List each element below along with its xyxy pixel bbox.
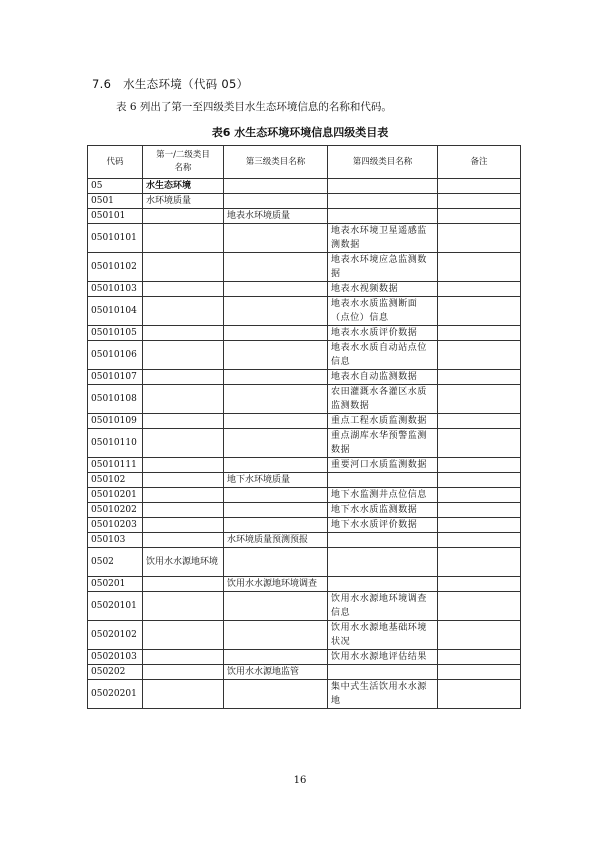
cell-code: 05020103 — [88, 650, 143, 665]
header-level3: 第三级类目名称 — [224, 146, 328, 179]
table-row — [88, 680, 521, 709]
cell-level12 — [143, 253, 224, 282]
cell-code: 05010102 — [88, 253, 143, 282]
table-body — [88, 179, 521, 709]
cell-code: 05010201 — [88, 488, 143, 503]
cell-level4: 重点湖库水华预警监测数据 — [328, 429, 438, 458]
cell-code: 05010111 — [88, 458, 143, 473]
table-row — [88, 503, 521, 518]
cell-note — [438, 253, 521, 282]
cell-level3 — [224, 341, 328, 370]
cell-level12 — [143, 503, 224, 518]
cell-note — [438, 488, 521, 503]
cell-level3 — [224, 621, 328, 650]
section-title: 水生态环境（代码 05） — [123, 77, 249, 91]
cell-level3 — [224, 282, 328, 297]
cell-level3: 饮用水水源地监管 — [224, 665, 328, 680]
cell-level12 — [143, 429, 224, 458]
cell-note — [438, 326, 521, 341]
table-row — [88, 533, 521, 548]
table-row — [88, 370, 521, 385]
cell-level12 — [143, 650, 224, 665]
table-row — [88, 592, 521, 621]
cell-level3 — [224, 194, 328, 209]
cell-level3 — [224, 326, 328, 341]
cell-level12 — [143, 458, 224, 473]
cell-code: 05010109 — [88, 414, 143, 429]
cell-level4: 农田灌溉水各灌区水质监测数据 — [328, 385, 438, 414]
cell-level12 — [143, 282, 224, 297]
table-row — [88, 282, 521, 297]
cell-level12 — [143, 488, 224, 503]
header-level12 — [143, 146, 224, 179]
table-row — [88, 518, 521, 533]
cell-level12 — [143, 473, 224, 488]
cell-level4: 集中式生活饮用水水源地 — [328, 680, 438, 709]
cell-code: 0502 — [88, 548, 143, 577]
cell-level3 — [224, 429, 328, 458]
cell-code: 05010106 — [88, 341, 143, 370]
cell-note — [438, 518, 521, 533]
cell-code: 050201 — [88, 577, 143, 592]
cell-note — [438, 370, 521, 385]
cell-level4: 重点工程水质监测数据 — [328, 414, 438, 429]
table-row — [88, 341, 521, 370]
cell-code: 05010107 — [88, 370, 143, 385]
cell-code: 05020201 — [88, 680, 143, 709]
cell-note — [438, 194, 521, 209]
table-header-row — [88, 146, 521, 179]
cell-level4: 地表水水质监测断面（点位）信息 — [328, 297, 438, 326]
cell-level12 — [143, 341, 224, 370]
cell-code: 0501 — [88, 194, 143, 209]
cell-level4: 饮用水水源地基础环境状况 — [328, 621, 438, 650]
cell-level3 — [224, 548, 328, 577]
cell-level3 — [224, 414, 328, 429]
cell-level12 — [143, 414, 224, 429]
cell-level12 — [143, 326, 224, 341]
cell-level12: 水环境质量 — [143, 194, 224, 209]
cell-level4: 饮用水水源地评估结果 — [328, 650, 438, 665]
cell-level12 — [143, 533, 224, 548]
cell-note — [438, 621, 521, 650]
cell-level12 — [143, 680, 224, 709]
cell-note — [438, 548, 521, 577]
cell-level4: 地下水水质监测数据 — [328, 503, 438, 518]
cell-level12 — [143, 665, 224, 680]
cell-level3 — [224, 224, 328, 253]
section-heading — [92, 76, 248, 92]
cell-level4 — [328, 533, 438, 548]
cell-note — [438, 341, 521, 370]
cell-level12 — [143, 224, 224, 253]
category-table — [87, 145, 521, 709]
cell-code: 05020101 — [88, 592, 143, 621]
cell-level4: 重要河口水质监测数据 — [328, 458, 438, 473]
cell-note — [438, 224, 521, 253]
cell-level4 — [328, 179, 438, 194]
cell-note — [438, 680, 521, 709]
table-row — [88, 194, 521, 209]
cell-level3 — [224, 650, 328, 665]
cell-level12 — [143, 592, 224, 621]
cell-code: 05010105 — [88, 326, 143, 341]
cell-level4 — [328, 548, 438, 577]
cell-note — [438, 665, 521, 680]
cell-note — [438, 592, 521, 621]
table-row — [88, 297, 521, 326]
cell-level4: 地表水水质评价数据 — [328, 326, 438, 341]
cell-level4: 地下水水质评价数据 — [328, 518, 438, 533]
cell-level4: 地表水水质自动站点位信息 — [328, 341, 438, 370]
table-row — [88, 429, 521, 458]
cell-level3 — [224, 458, 328, 473]
cell-note — [438, 473, 521, 488]
header-level12-line2: 名称 — [174, 163, 192, 173]
table-row — [88, 458, 521, 473]
cell-code: 05020102 — [88, 621, 143, 650]
cell-level3 — [224, 297, 328, 326]
table-row — [88, 650, 521, 665]
table-row — [88, 224, 521, 253]
cell-note — [438, 458, 521, 473]
table-row — [88, 253, 521, 282]
cell-level4: 地表水自动监测数据 — [328, 370, 438, 385]
cell-note — [438, 577, 521, 592]
cell-code: 050101 — [88, 209, 143, 224]
cell-level12 — [143, 370, 224, 385]
header-level12-line1: 第一/二级类目 — [156, 150, 210, 160]
cell-level3 — [224, 503, 328, 518]
table-row — [88, 473, 521, 488]
cell-level3: 水环境质量预测预报 — [224, 533, 328, 548]
cell-level4 — [328, 194, 438, 209]
cell-note — [438, 503, 521, 518]
cell-level3: 地表水环境质量 — [224, 209, 328, 224]
table-row — [88, 414, 521, 429]
cell-level3 — [224, 592, 328, 621]
cell-level3 — [224, 370, 328, 385]
cell-note — [438, 429, 521, 458]
cell-level4: 地表水视频数据 — [328, 282, 438, 297]
cell-code: 050202 — [88, 665, 143, 680]
cell-level12: 水生态环境 — [143, 179, 224, 194]
cell-level4 — [328, 577, 438, 592]
cell-note — [438, 179, 521, 194]
table-row — [88, 621, 521, 650]
cell-code: 05010101 — [88, 224, 143, 253]
header-note: 备注 — [438, 146, 521, 179]
table-row — [88, 179, 521, 194]
table-row — [88, 665, 521, 680]
cell-code: 05010110 — [88, 429, 143, 458]
cell-level3 — [224, 518, 328, 533]
cell-note — [438, 209, 521, 224]
cell-level4: 地表水环境卫星遥感监测数据 — [328, 224, 438, 253]
cell-level12: 饮用水水源地环境 — [143, 548, 224, 577]
cell-code: 05 — [88, 179, 143, 194]
cell-code: 050102 — [88, 473, 143, 488]
cell-level4: 地表水环境应急监测数据 — [328, 253, 438, 282]
cell-note — [438, 533, 521, 548]
cell-level4: 饮用水水源地环境调查信息 — [328, 592, 438, 621]
cell-code: 05010108 — [88, 385, 143, 414]
cell-note — [438, 297, 521, 326]
cell-level3 — [224, 488, 328, 503]
cell-level3: 饮用水水源地环境调查 — [224, 577, 328, 592]
table-title: 表6 水生态环境环境信息四级类目表 — [211, 126, 389, 139]
table-row — [88, 488, 521, 503]
cell-code: 05010203 — [88, 518, 143, 533]
cell-level12 — [143, 518, 224, 533]
cell-level3: 地下水环境质量 — [224, 473, 328, 488]
cell-level4 — [328, 209, 438, 224]
cell-level4 — [328, 665, 438, 680]
cell-level4 — [328, 473, 438, 488]
table-row — [88, 209, 521, 224]
cell-code: 05010202 — [88, 503, 143, 518]
page-number: 16 — [293, 775, 307, 786]
cell-note — [438, 414, 521, 429]
cell-level12 — [143, 209, 224, 224]
header-level4: 第四级类目名称 — [328, 146, 438, 179]
cell-level12 — [143, 577, 224, 592]
cell-code: 05010103 — [88, 282, 143, 297]
cell-level3 — [224, 385, 328, 414]
section-number: 7.6 — [92, 77, 112, 91]
cell-level12 — [143, 297, 224, 326]
cell-level12 — [143, 385, 224, 414]
cell-level3 — [224, 179, 328, 194]
cell-level12 — [143, 621, 224, 650]
cell-level3 — [224, 253, 328, 282]
cell-note — [438, 650, 521, 665]
table-row — [88, 577, 521, 592]
cell-level4: 地下水监测井点位信息 — [328, 488, 438, 503]
table-row — [88, 385, 521, 414]
header-code: 代码 — [88, 146, 143, 179]
cell-note — [438, 385, 521, 414]
cell-code: 050103 — [88, 533, 143, 548]
cell-level3 — [224, 680, 328, 709]
intro-paragraph: 表 6 列出了第一至四级类目水生态环境信息的名称和代码。 — [116, 101, 392, 113]
table-row — [88, 548, 521, 577]
table-row — [88, 326, 521, 341]
cell-note — [438, 282, 521, 297]
cell-code: 05010104 — [88, 297, 143, 326]
